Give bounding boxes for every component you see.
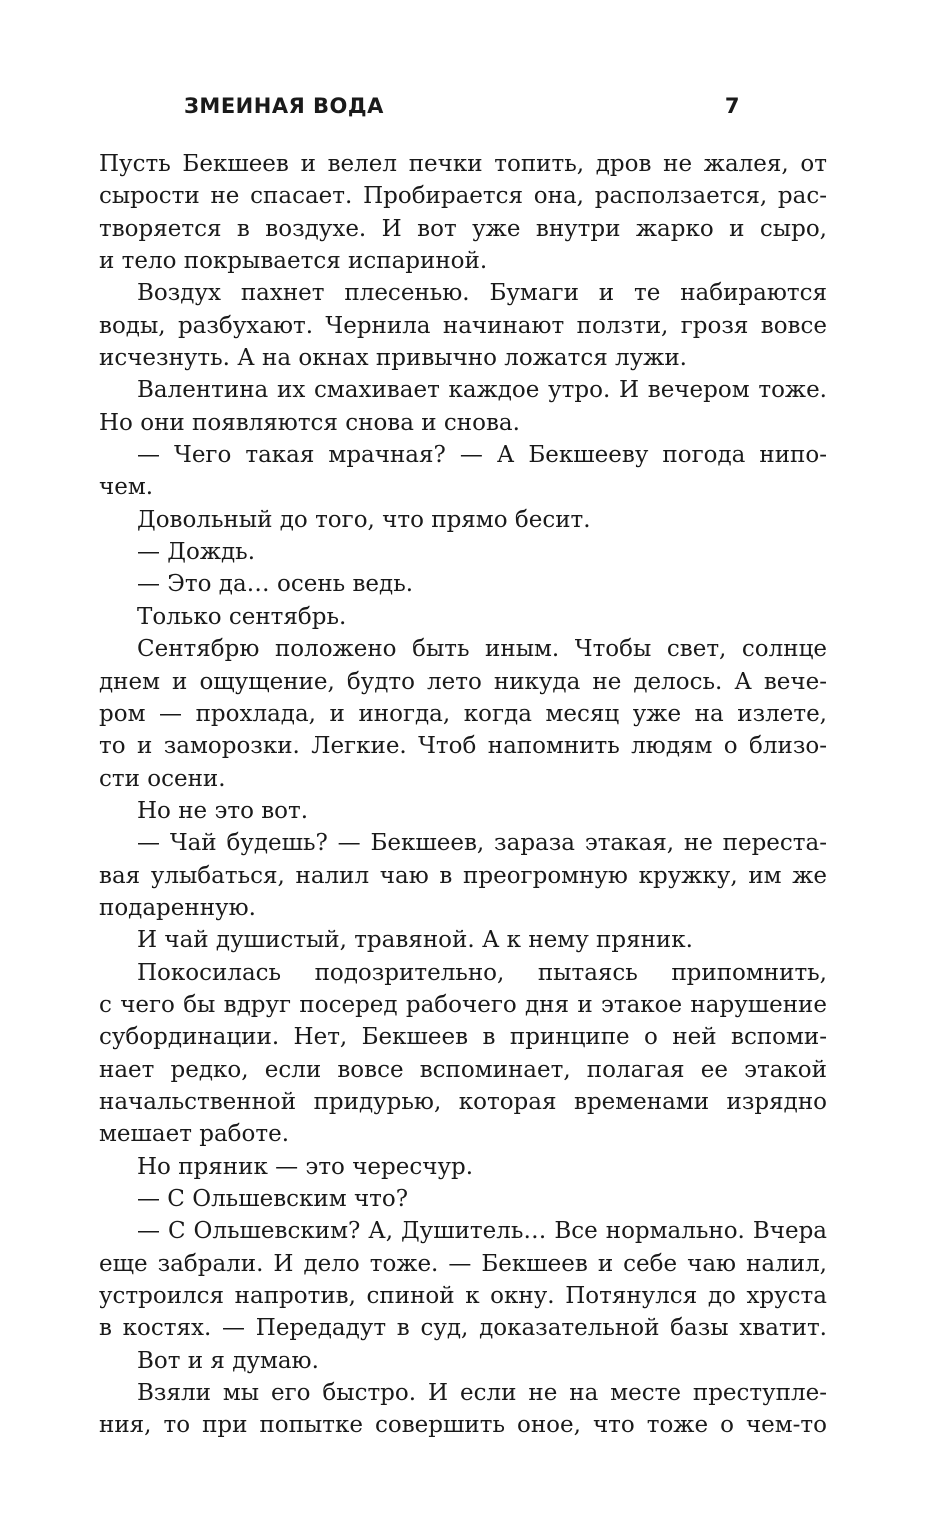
- text-line: с чего бы вдруг посеред рабочего дня и этакое нарушение: [99, 991, 827, 1018]
- text-line: воды, разбухают. Чернила начинают ползти, грозя вовсе: [99, 312, 827, 339]
- text-line: — Чай будешь? — Бекшеев, зараза этакая, не переста-: [137, 830, 827, 857]
- text-line: ния, то при попытке совершить оное, что тоже о чем-то: [99, 1412, 827, 1439]
- text-line: Вот и я думаю.: [137, 1347, 319, 1374]
- text-line: И чай душистый, травяной. А к нему пряник.: [137, 927, 693, 954]
- text-line: еще забрали. И дело тоже. — Бекшеев и себе чаю налил,: [99, 1250, 827, 1277]
- text-line: творяется в воздухе. И вот уже внутри жарко и сыро,: [99, 215, 827, 242]
- text-line: — С Ольшевским что?: [137, 1186, 409, 1212]
- text-line: Но пряник — это чересчур.: [137, 1153, 474, 1180]
- page-number: 7: [724, 94, 740, 118]
- text-line: то и заморозки. Легкие. Чтоб напомнить людям о близо-: [99, 733, 827, 760]
- text-line: устроился напротив, спиной к окну. Потянулся до хруста: [99, 1283, 827, 1310]
- text-line: Но они появляются снова и снова.: [99, 409, 520, 436]
- running-head: [184, 94, 740, 124]
- text-line: сырости не спасает. Пробирается она, расползается, рас-: [99, 183, 827, 210]
- text-line: исчезнуть. А на окнах привычно ложатся лужи.: [99, 345, 687, 372]
- text-line: начальственной придурью, которая временами изрядно: [99, 1088, 827, 1115]
- body-text: [99, 148, 827, 1442]
- text-line: Покосилась подозрительно, пытаясь припомнить,: [137, 959, 827, 986]
- text-line: чем.: [99, 474, 154, 501]
- text-line: — Это да… осень ведь.: [137, 571, 414, 598]
- text-line: мешает работе.: [99, 1121, 290, 1148]
- text-line: Только сентябрь.: [137, 603, 347, 630]
- text-line: подаренную.: [99, 894, 256, 921]
- text-line: в костях. — Передадут в суд, доказательной базы хватит.: [99, 1315, 827, 1342]
- text-line: днем и ощущение, будто лето никуда не делось. А вече-: [99, 668, 827, 695]
- text-line: ром — прохлада, и иногда, когда месяц уже на излете,: [99, 700, 827, 727]
- text-line: Сентябрю положено быть иным. Чтобы свет, солнце: [137, 636, 827, 663]
- text-line: Воздух пахнет плесенью. Бумаги и те набираются: [137, 280, 827, 307]
- text-line: — С Ольшевским? А, Душитель… Все нормально. Вчера: [137, 1218, 827, 1245]
- text-line: Довольный до того, что прямо бесит.: [137, 506, 591, 533]
- text-line: субординации. Нет, Бекшеев в принципе о ней вспоми-: [99, 1024, 827, 1051]
- text-line: Пусть Бекшеев и велел печки топить, дров не жалея, от: [99, 151, 827, 177]
- text-line: и тело покрывается испариной.: [99, 248, 488, 275]
- text-line: сти осени.: [99, 765, 226, 792]
- text-line: Взяли мы его быстро. И если не на месте преступле-: [137, 1380, 827, 1407]
- text-line: нает редко, если вовсе вспоминает, полагая ее этакой: [99, 1056, 827, 1083]
- text-line: — Чего такая мрачная? — А Бекшееву погода нипо-: [137, 442, 827, 469]
- text-line: Валентина их смахивает каждое утро. И вечером тоже.: [137, 377, 827, 404]
- text-line: — Дождь.: [137, 539, 256, 566]
- running-title: ЗМЕИНАЯ ВОДА: [184, 94, 384, 118]
- text-line: Но не это вот.: [137, 797, 309, 824]
- text-line: вая улыбаться, налил чаю в преогромную кружку, им же: [99, 862, 827, 889]
